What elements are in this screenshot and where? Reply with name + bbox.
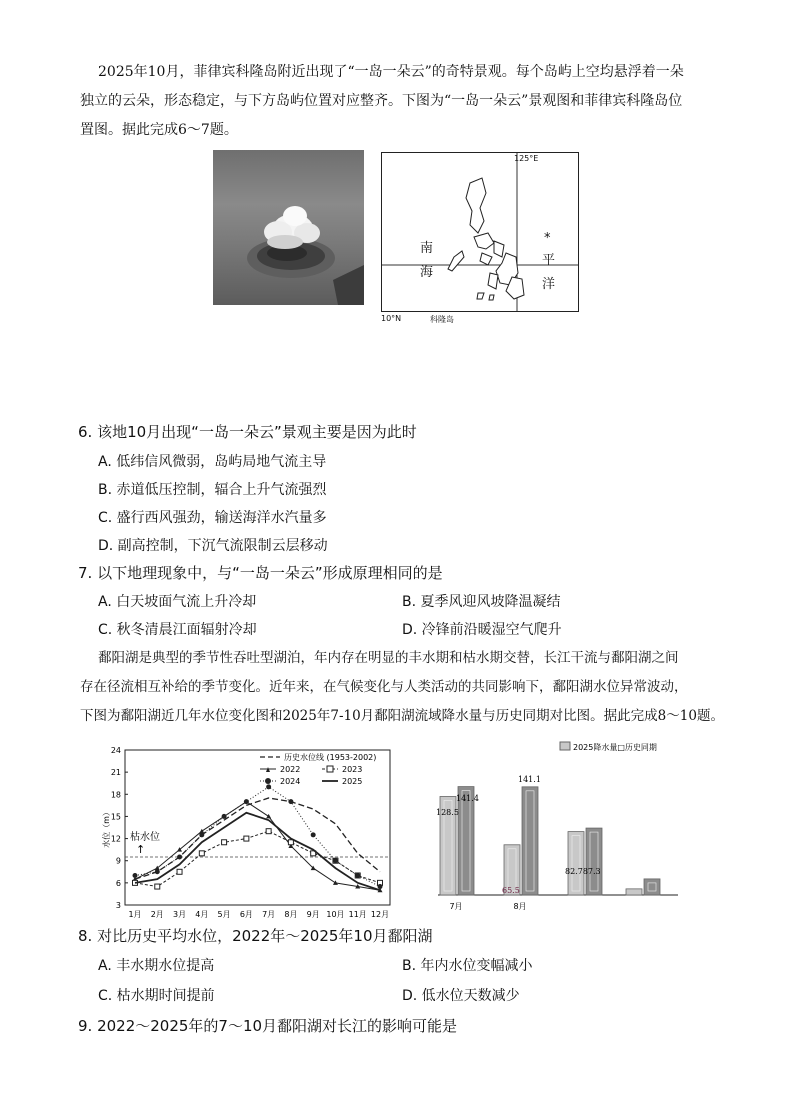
x-tick-label: 5月 [217, 910, 231, 919]
series-2024-point [177, 855, 182, 860]
q6-option-c[interactable]: C. 盛行西风强劲，输送海洋水汽量多 [98, 510, 327, 526]
intro-line-2: 独立的云朵，形态稳定，与下方岛屿位置对应整齐。下图为“一岛一朵云”景观图和菲律宾科隆岛位 [80, 93, 683, 109]
y-tick-label: 12 [110, 834, 121, 844]
x-tick-label: 2月 [150, 910, 164, 919]
x-tick-label: 8月 [284, 910, 298, 919]
x-tick-label: 4月 [195, 910, 209, 919]
q8-option-b[interactable]: B. 年内水位变幅减小 [402, 958, 533, 974]
label-aug-hist: 141.1 [518, 775, 541, 784]
series-2024-point [378, 884, 383, 889]
series-2023-line [135, 831, 380, 886]
map-sea-char-2: 海 [420, 265, 434, 280]
legend-2022: 2022 [280, 765, 301, 774]
q8-option-d[interactable]: D. 低水位天数减少 [402, 988, 520, 1004]
y-tick-label: 15 [110, 812, 121, 822]
label-sep-pair: 82.787.3 [565, 867, 601, 876]
series-2024-point [155, 869, 160, 874]
series-2024-point [311, 832, 316, 837]
q7-option-d[interactable]: D. 冷锋前沿暖湿空气爬升 [402, 622, 562, 638]
intro2-line-2: 存在径流相互补给的季节变化。近年来，在气候变化与人类活动的共同影响下，鄱阳湖水位异常波动， [80, 679, 688, 695]
x-tick-label: 9月 [306, 910, 320, 919]
map-longitude-label: 125°E [514, 154, 539, 163]
series-2022-point [333, 880, 338, 885]
intro-line-3: 置图。据此完成6～7题。 [80, 122, 238, 138]
series-2025-line [135, 813, 380, 891]
q8-option-c[interactable]: C. 枯水期时间提前 [98, 988, 215, 1004]
y-tick-label: 18 [110, 790, 121, 800]
q8-stem: 8. 对比历史平均水位，2022年～2025年10月鄱阳湖 [78, 927, 433, 945]
q6-option-a[interactable]: A. 低纬信风微弱，岛屿局地气流主导 [98, 454, 327, 470]
series-2024-point [355, 873, 360, 878]
series-2024-point [288, 799, 293, 804]
legend-history: 历史水位线 (1953-2002) [284, 753, 377, 762]
bar-category-label: 7月 [449, 902, 463, 911]
q6-option-b[interactable]: B. 赤道低压控制，辐合上升气流强烈 [98, 482, 327, 498]
series-2024-point [133, 873, 138, 878]
legend-2023: 2023 [342, 765, 363, 774]
water-level-chart [100, 740, 400, 925]
q7-stem: 7. 以下地理现象中，与“一岛一朵云”形成原理相同的是 [78, 564, 443, 582]
bar-2025-3 [626, 889, 642, 895]
series-2023-point [244, 836, 249, 841]
y-tick-label: 3 [115, 901, 121, 910]
series-2023-point [177, 869, 182, 874]
bar-category-label: 8月 [513, 902, 527, 911]
series-2023-point [199, 851, 204, 856]
q7-option-a[interactable]: A. 白天坡面气流上升冷却 [98, 594, 257, 610]
bar-2025-2 [568, 832, 584, 895]
legend-2025: 2025 [342, 777, 363, 786]
q7-option-b[interactable]: B. 夏季风迎风坡降温凝结 [402, 594, 561, 610]
label-aug-2025: 65.5 [502, 886, 520, 895]
precipitation-chart [428, 735, 698, 915]
x-tick-label: 6月 [239, 910, 253, 919]
x-tick-label: 1月 [128, 910, 142, 919]
x-tick-label: 12月 [370, 910, 390, 919]
y-tick-label: 9 [115, 856, 121, 866]
map-ocean-char-1: 平 [542, 253, 556, 268]
map-sea-char-1: 南 [420, 241, 434, 256]
intro2-line-3: 下图为鄱阳湖近几年水位变化图和2025年7-10月鄱阳湖流域降水量与历史同期对比图。据此完成8～10题。 [80, 708, 724, 724]
series-2024-point [266, 784, 271, 789]
dry-level-annotation: 枯水位 [130, 832, 160, 843]
dry-level-arrow-icon: ↑ [136, 843, 146, 856]
series-2023-point [155, 884, 160, 889]
series-history-line [135, 798, 380, 879]
label-jul-2025: 128.5 [436, 808, 459, 817]
bar-hist-1 [522, 787, 538, 895]
bar-legend-text: 2025降水量□历史同期 [573, 743, 657, 752]
map-latitude-label: 10°N [381, 314, 402, 323]
q6-stem: 6. 该地10月出现“一岛一朵云”景观主要是因为此时 [78, 423, 417, 441]
water-level-ylabel: 水位（m） [102, 808, 111, 848]
bar-hist-3 [644, 879, 660, 895]
q9-stem: 9. 2022～2025年的7～10月鄱阳湖对长江的影响可能是 [78, 1017, 458, 1035]
q7-option-c[interactable]: C. 秋冬清晨江面辐射冷却 [98, 622, 257, 638]
series-2023-point [266, 829, 271, 834]
legend-2023-marker [327, 766, 333, 772]
x-tick-label: 3月 [172, 910, 187, 919]
island-cloud-photo [213, 150, 364, 305]
intro-line-1: 2025年10月，菲律宾科隆岛附近出现了“一岛一朵云”的奇特景观。每个岛屿上空均悬浮着一朵 [98, 64, 684, 80]
series-2022-point [266, 814, 271, 819]
y-tick-label: 24 [110, 746, 121, 755]
island-cloud-drawing [213, 150, 364, 305]
y-tick-label: 6 [115, 878, 121, 888]
intro2-line-1: 鄱阳湖是典型的季节性吞吐型湖泊，年内存在明显的丰水期和枯水期交替，长江干流与鄱阳湖之间 [98, 650, 679, 666]
philippines-location-map [381, 152, 579, 312]
series-2024-point [199, 832, 204, 837]
map-marker: * [544, 231, 551, 246]
bar-hist-2 [586, 828, 602, 895]
label-jul-hist: 141.4 [456, 794, 479, 803]
y-tick-label: 21 [110, 768, 121, 778]
legend-2024-marker [265, 778, 271, 784]
map-ocean-char-2: 洋 [542, 277, 556, 292]
x-tick-label: 11月 [348, 910, 367, 919]
legend-2025-swatch [560, 742, 570, 750]
q8-option-a[interactable]: A. 丰水期水位提高 [98, 958, 215, 974]
map-island-label: 科隆岛 [430, 315, 454, 324]
series-2024-point [222, 814, 227, 819]
series-2024-point [333, 858, 338, 863]
x-tick-label: 10月 [326, 910, 345, 919]
q6-option-d[interactable]: D. 副高控制，下沉气流限制云层移动 [98, 538, 328, 554]
series-2022-line [135, 802, 380, 891]
series-2023-point [222, 840, 227, 845]
series-2023-point [288, 840, 293, 845]
x-tick-label: 7月 [262, 910, 276, 919]
legend-2024: 2024 [280, 777, 301, 786]
series-2024-point [244, 799, 249, 804]
